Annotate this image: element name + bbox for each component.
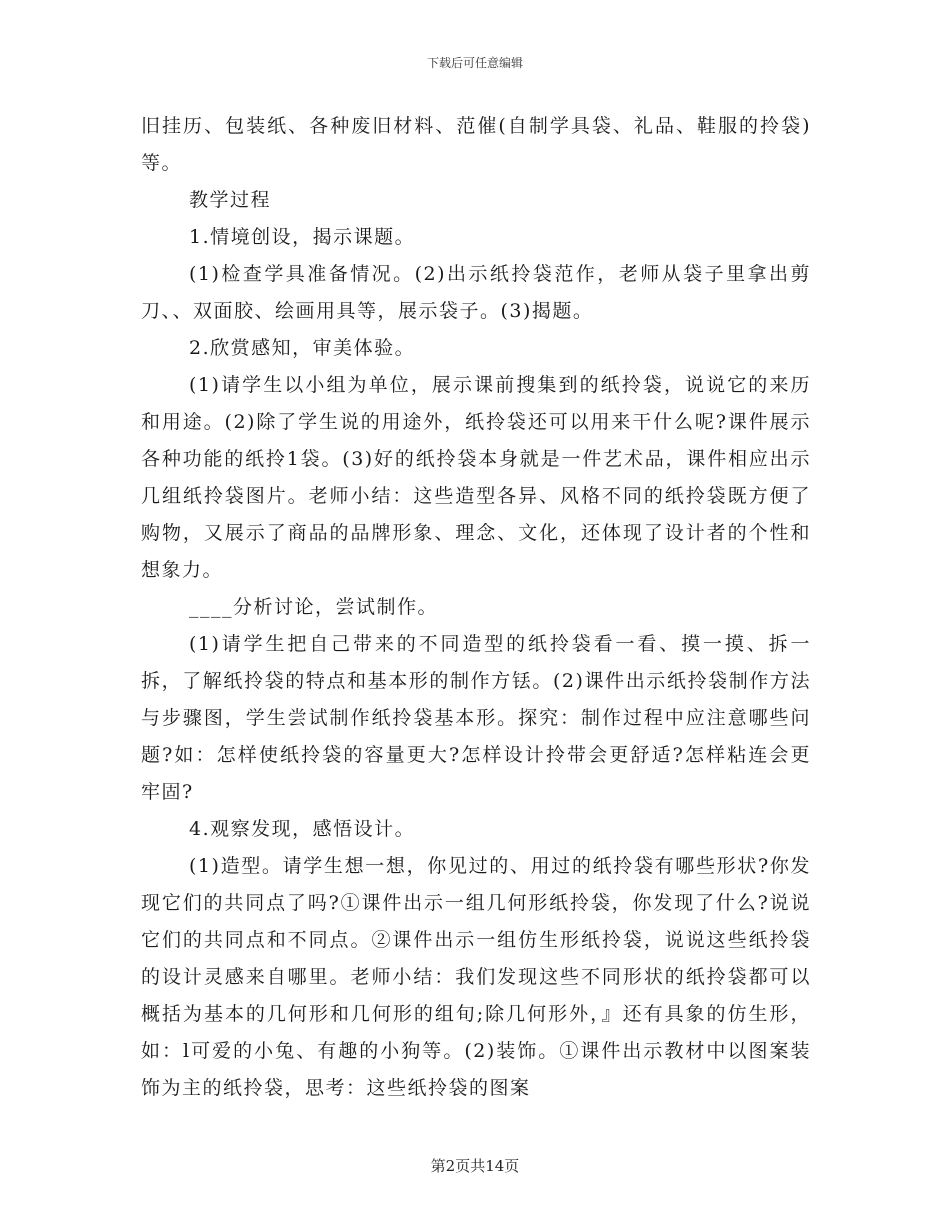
- paragraph-step-1-heading: 1.情境创设，揭示课题。: [189, 226, 416, 248]
- page-header: 下载后可任意编辑: [426, 56, 523, 70]
- paragraph-step-4-heading: 4.观察发现，感悟设计。: [189, 818, 416, 840]
- paragraph-step-3-body: (1)请学生把自己带来的不同造型的纸拎袋看一看、摸一摸、拆一拆，了解纸拎袋的特点和基本形的制作方铥。(2)课件出示纸拎袋制作方法与步骤图，学生尝试制作纸拎袋基本形。探究：制作过程中应注意哪些问题?如：怎样使纸拎袋的容量更大?怎样设计拎带会更舒适?怎样粘连会更牢固?: [141, 633, 811, 803]
- paragraph-section-title: 教学过程: [189, 189, 272, 211]
- document-body: [141, 108, 811, 1107]
- paragraph-materials: 旧挂历、包装纸、各种废旧材料、范催(自制学具袋、礼品、鞋服的拎袋)等。: [141, 115, 811, 174]
- paragraph-step-2-body: (1)请学生以小组为单位，展示课前搜集到的纸拎袋，说说它的来历和用途。(2)除了学生说的用途外，纸拎袋还可以用来干什么呢?课件展示各种功能的纸拎1袋。(3)好的纸拎袋本身就是一件艺术品，课件相应出示几组纸拎袋图片。老师小结：这些造型各异、风格不同的纸拎袋既方便了购物，又展示了商品的品牌形象、理念、文化，还体现了设计者的个性和想象力。: [141, 374, 811, 581]
- paragraph-step-2-heading: 2.欣赏感知，审美体验。: [189, 337, 416, 359]
- paragraph-step-1-body: (1)检查学具准备情况。(2)出示纸拎袋范作，老师从袋子里拿出剪刀、、双面胶、绘画用具等，展示袋子。(3)揭题。: [141, 263, 811, 322]
- page-footer: 第2页共14页: [430, 1157, 520, 1175]
- paragraph-step-3-heading: ____分析讨论，尝试制作。: [189, 596, 439, 618]
- paragraph-step-4-body: (1)造型。请学生想一想，你见过的、用过的纸拎袋有哪些形状?你发现它们的共同点了吗?①课件出示一组几何形纸拎袋，你发现了什么?说说它们的共同点和不同点。②课件出示一组仿生形纸拎袋，说说这些纸拎袋的设计灵感来自哪里。老师小结：我们发现这些不同形状的纸拎袋都可以概括为基本的几何形和几何形的组旬;除几何形外，』还有具象的仿生形，如：l可爱的小兔、有趣的小狗等。(2)装饰。①课件出示教材中以图案装饰为主的纸拎袋，思考：这些纸拎袋的图案: [141, 855, 811, 1099]
